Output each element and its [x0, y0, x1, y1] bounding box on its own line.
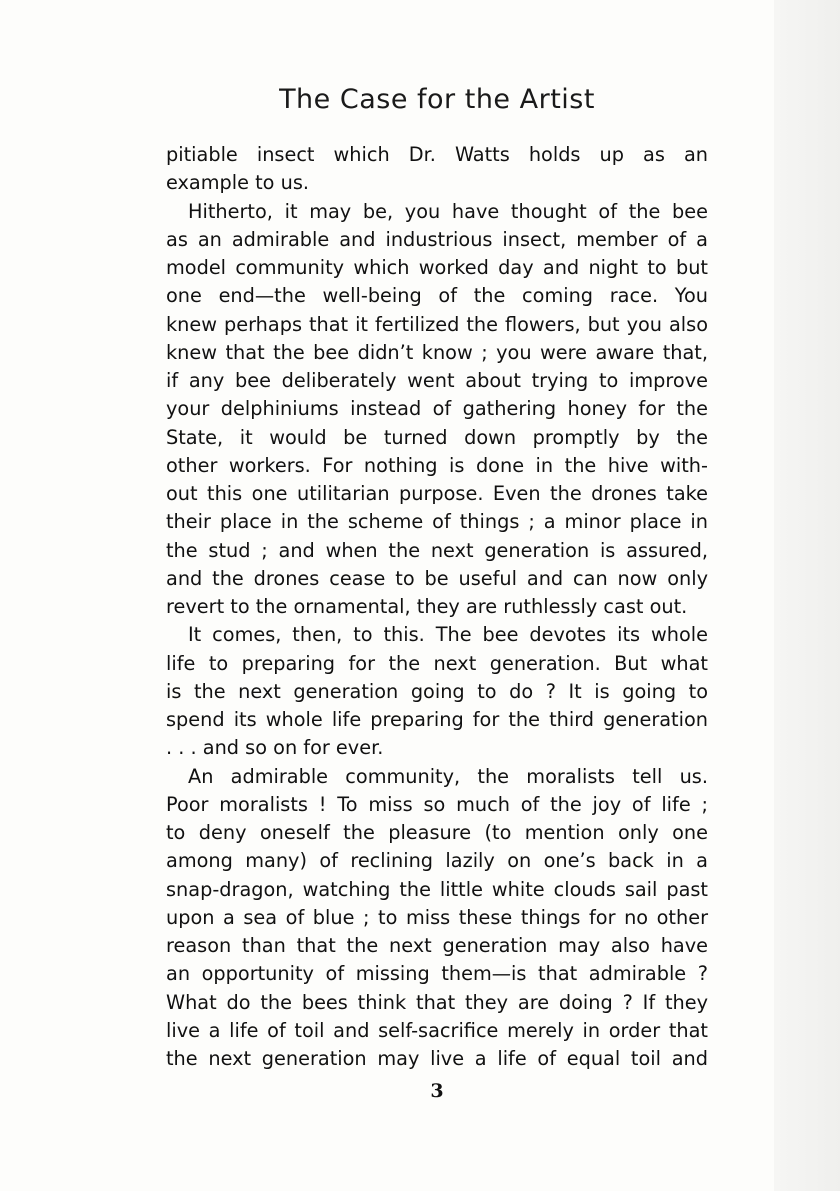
text-line: State, it would be turned down promptly by the — [166, 425, 708, 449]
text-line: out this one utilitarian purpose. Even the drones take — [166, 482, 708, 505]
text-line: . . . and so on for ever. — [166, 736, 384, 760]
text-line: reason than that the next generation may also have — [166, 934, 708, 957]
text-line: Hitherto, it may be, you have thought of the bee — [188, 199, 708, 223]
text-line: other workers. For nothing is done in the hive with- — [166, 453, 708, 477]
text-line: as an admirable and industrious insect, member of a — [166, 227, 708, 251]
text-line: live a life of toil and self-sacrifice merely in order that — [166, 1018, 708, 1042]
scan-margin — [774, 0, 840, 1191]
text-line: knew that the bee didn’t know ; you were aware that, — [166, 340, 708, 364]
text-line: snap-dragon, watching the little white clouds sail past — [166, 877, 708, 901]
text-line: to deny oneself the pleasure (to mention only one — [166, 821, 708, 844]
text-line: among many) of reclining lazily on one’s back in a — [166, 849, 708, 873]
text-line: Poor moralists ! To miss so much of the joy of life ; — [166, 792, 708, 816]
text-line: What do the bees think that they are doing ? If they — [166, 990, 708, 1014]
text-line: your delphiniums instead of gathering honey for the — [166, 397, 708, 421]
text-line: if any bee deliberately went about trying to improve — [166, 369, 708, 392]
text-line: and the drones cease to be useful and can now only — [166, 566, 708, 590]
text-line: the stud ; and when the next generation is assured, — [166, 538, 708, 562]
text-line: is the next generation going to do ? It is going to — [166, 679, 708, 703]
text-line: the next generation may live a life of equal toil and — [166, 1047, 708, 1070]
text-line: revert to the ornamental, they are ruthlessly cast out. — [166, 595, 688, 618]
text-line: spend its whole life preparing for the third generation — [166, 708, 708, 731]
text-line: an opportunity of missing them—is that admirable ? — [166, 962, 708, 986]
text-line: upon a sea of blue ; to miss these things for no other — [166, 905, 708, 929]
body-text — [166, 141, 708, 1073]
text-line: It comes, then, to this. The bee devotes its whole — [188, 623, 708, 647]
text-line: model community which worked day and night to but — [166, 256, 708, 279]
text-line: one end—the well-being of the coming race. You — [166, 284, 708, 308]
text-line: example to us. — [166, 171, 309, 195]
page-number: 3 — [430, 1080, 444, 1102]
text-line: An admirable community, the moralists tell us. — [188, 764, 708, 788]
text-line: pitiable insect which Dr. Watts holds up as an — [166, 143, 708, 166]
text-line: life to preparing for the next generation. But what — [166, 651, 708, 675]
text-line: knew perhaps that it fertilized the flowers, but you also — [166, 312, 708, 336]
running-title: The Case for the Artist — [279, 84, 595, 115]
text-line: their place in the scheme of things ; a minor place in — [166, 510, 708, 534]
